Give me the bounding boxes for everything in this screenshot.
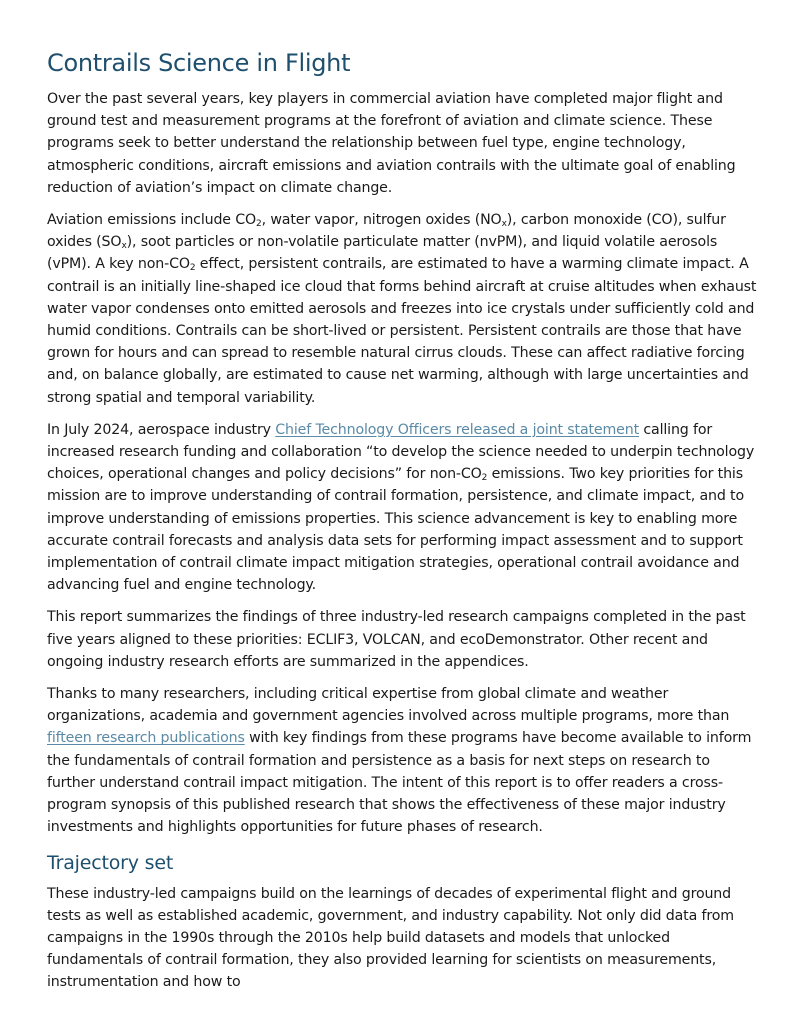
intro-paragraph: Over the past several years, key players in commercial aviation have completed major flight and ground test and measurement programs at the forefront of aviation and climate science. These programs seek to better understand the relationship between fuel type, engine technology, atmospheric conditions, aircraft emissions and aviation contrails with the ultimate goal of enabling reduction of aviation’s impact on climate change. xyxy=(47,91,736,196)
acknowledgement-paragraph: Thanks to many researchers, including critical expertise from global climate and weather organizations, academia and government agencies involved across multiple programs, more than fifteen research publications with key findings from these programs have become available to inform the fundamentals of contrail formation and persistence as a basis for next steps on research to further understand contrail impact mitigation. The intent of this report is to offer readers a cross-program synopsis of this published research that shows the effectiveness of these major industry investments and highlights opportunities for future phases of research. xyxy=(47,686,752,836)
section-title-trajectory-set: Trajectory set xyxy=(47,851,174,874)
document-page xyxy=(47,46,759,1004)
research-publications-link[interactable]: fifteen research publications xyxy=(47,730,245,747)
page-title: Contrails Science in Flight xyxy=(47,49,351,77)
cto-joint-statement-link[interactable]: Chief Technology Officers released a joint statement xyxy=(275,421,640,438)
trajectory-paragraph: These industry-led campaigns build on the learnings of decades of experimental flight and ground tests as well as established academic, government, and industry capability. Not only did data from campaigns in the 1990s through the 2010s help build datasets and models that unlocked fundamentals of contrail formation, they also provided learning for scientists on measurements, instrumentation and how to xyxy=(47,885,734,991)
cto-statement-paragraph: In July 2024, aerospace industry Chief Technology Officers released a joint statement calling for increased research funding and collaboration “to develop the science needed to underpin technology choices, operational changes and policy decisions” for non-$CO_2$ emissions. Two key priorities for this mission are to improve understanding of contrail formation, persistence, and climate impact, and to improve understanding of emissions properties. This science advancement is key to enabling more accurate contrail forecasts and analysis data sets for performing impact assessment and to support implementation of contrail climate impact mitigation strategies, operational contrail avoidance and advancing fuel and engine technology. xyxy=(47,421,755,594)
emissions-paragraph: Aviation emissions include $CO_2$, water vapor, nitrogen oxides $(NO_x)$, carbon monoxide (CO), sulfur oxides $(SO_x)$, soot particles or non-volatile particulate matter (nvPM), and liquid volatile aerosols (vPM). A key non-$CO_2$ effect, persistent contrails, are estimated to have a warming climate impact. A contrail is an initially line-shaped ice cloud that forms behind aircraft at cruise altitudes when exhaust water vapor condenses onto emitted aerosols and freezes into ice crystals under sufficiently cold and humid conditions. Contrails can be short-lived or persistent. Persistent contrails are those that have grown for hours and can spread to resemble natural cirrus clouds. These can affect radiative forcing and, on balance globally, are estimated to cause net warming, although with large uncertainties and strong spatial and temporal variability. xyxy=(47,212,757,406)
report-summary-paragraph: This report summarizes the findings of three industry-led research campaigns completed in the past five years aligned to these priorities: ECLIF3, VOLCAN, and ecoDemonstrator. Other recent and ongoing industry research efforts are summarized in the appendices. xyxy=(47,609,746,670)
